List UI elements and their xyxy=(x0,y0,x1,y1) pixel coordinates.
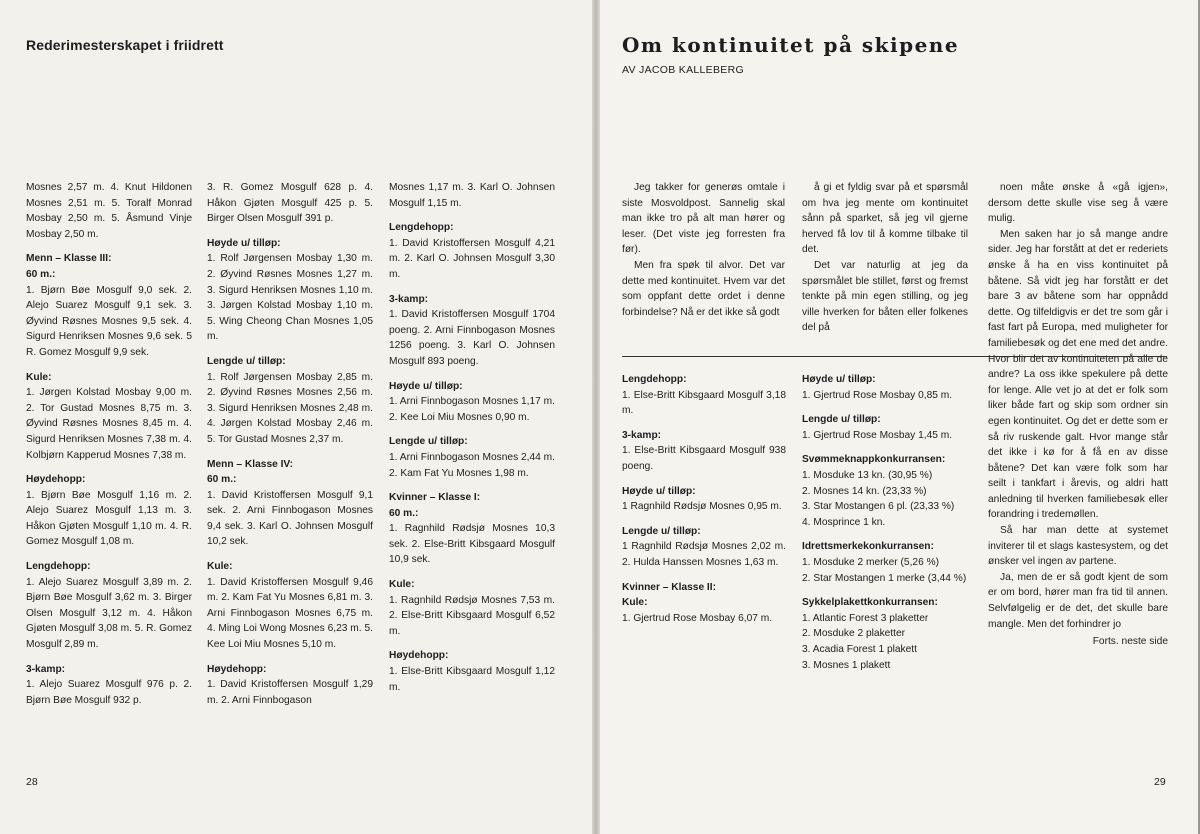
result-line: 2. Mosduke 2 plaketter xyxy=(802,628,906,640)
result-text: 1. Else-Britt Kibsgaard Mosgulf 1,12 m. xyxy=(389,666,555,693)
article-paragraph: Jeg takker for generøs omtale i siste Mosvoldpost. Sannelig skal man ikke tro på alt man hører og leser. (Det viste jeg forresten fra før). xyxy=(622,182,785,256)
result-text: 1 Ragnhild Rødsjø Mosnes 2,02 m. 2. Hulda Hanssen Mosnes 1,63 m. xyxy=(622,541,786,568)
result-list xyxy=(802,468,970,530)
result-line: 1. Mosduke 2 merker (5,26 %) xyxy=(802,556,940,568)
result-subheading: 60 m.: xyxy=(389,507,419,519)
result-heading: Høyde u/ tilløp: xyxy=(207,237,281,249)
result-heading: Høydehopp: xyxy=(207,663,267,675)
result-text: 1. Bjørn Bøe Mosgulf 1,16 m. 2. Alejo Suarez Mosgulf 1,13 m. 3. Håkon Gjøten Mosgulf 1,10 m. 4. R. Gomez Mosgulf 1,08 m. xyxy=(26,489,192,548)
result-heading: 3-kamp: xyxy=(26,663,66,675)
article-paragraph: Men saken har jo så mange andre sider. Jeg har forstått at det er rederiets ønske å ha en viss kontinuitet på båtene. Så vidt jeg har forstått er det bare 3 av båtene som har oppnådd dette. Og tilfeldigvis er det tre som går i fast fart på Europa, med muligheter for familiebesøk og det ene med det andre. Hvor blir det av kontinuiteten på alle de andre? La oss ikke spekulere på dette for lenge. Alle vet jo at det er folk som liker både fart og skip som ordner sin egen kontinuitet. Og det er dette som er så riv ruskende galt. Hvor mange står det ikke i kø for å få en av disse båtene? Det kan være folk som har seilt i tankfart i årevis, og aldri hatt anledning til hverken familiebesøk eller forandring i tredemøllen. xyxy=(988,228,1168,521)
article-title: Om kontinuitet på skipene xyxy=(622,33,960,57)
result-list xyxy=(802,388,970,404)
article-paragraph: Men fra spøk til alvor. Det var dette med kontinuitet. Hvem var det som oppfant dette ordet i denne forbindelse? Nå er det ikke så godt xyxy=(622,259,785,318)
result-line: 4. Mosprince 1 kn. xyxy=(802,516,886,528)
article-paragraph: Så har man dette at systemet inviterer til et slags kastesystem, og det ønsker vel ingen av partene. xyxy=(988,525,1168,568)
page-number: 28 xyxy=(26,776,38,788)
result-line: 3. Star Mostangen 6 pl. (23,33 %) xyxy=(802,501,955,513)
result-line: 1. Gjertrud Rose Mosbay 1,45 m. xyxy=(802,429,953,441)
result-heading: Kule: xyxy=(26,371,52,383)
result-list xyxy=(802,555,970,586)
result-text: 1. David Kristoffersen Mosgulf 4,21 m. 2. Karl O. Johnsen Mosgulf 3,30 m. xyxy=(389,237,555,280)
result-heading: Høydehopp: xyxy=(389,650,449,662)
result-heading: 3-kamp: xyxy=(389,293,429,305)
result-text: 1. Arni Finnbogason Mosnes 1,17 m. 2. Kee Loi Miu Mosnes 0,90 m. xyxy=(389,396,555,423)
result-text: 1. Alejo Suarez Mosgulf 3,89 m. 2. Bjørn Bøe Mosgulf 3,62 m. 3. Birger Olsen Mosgulf 3,12 m. 4. Håkon Gjøten Mosgulf 3,08 m. 5. R. Gomez Mosgulf 2,89 m. xyxy=(26,576,192,651)
result-line: 2. Star Mostangen 1 merke (3,44 %) xyxy=(802,572,967,584)
result-subheading: Kule: xyxy=(622,597,648,609)
result-text: 1. David Kristoffersen Mosgulf 1,29 m. 2. Arni Finnbogason xyxy=(207,679,373,706)
result-heading: Høydehopp: xyxy=(26,474,86,486)
result-line: 1. Mosduke 13 kn. (30,95 %) xyxy=(802,469,933,481)
result-line: 1. Atlantic Forest 3 plaketter xyxy=(802,612,929,624)
result-heading: Kule: xyxy=(389,579,415,591)
article-paragraph: å gi et fyldig svar på et spørsmål om hva jeg mente om kontinuitet sånn på sparket, så jeg vil gjerne herved få lov til å komme tilbake til det. xyxy=(802,182,968,256)
result-heading: 3-kamp: xyxy=(622,429,662,441)
result-heading: Menn – Klasse IV: xyxy=(207,458,294,470)
result-text: 1. Else-Britt Kibsgaard Mosgulf 3,18 m. xyxy=(622,389,786,417)
result-heading: Lengdehopp: xyxy=(622,374,687,385)
result-heading: Høyde u/ tilløp: xyxy=(622,485,696,497)
result-text: Mosnes 1,17 m. 3. Karl O. Johnsen Mosgulf 1,15 m. xyxy=(389,182,555,209)
results-column-1 xyxy=(26,180,192,717)
result-text: 1. Bjørn Bøe Mosgulf 9,0 sek. 2. Alejo Suarez Mosgulf 9,1 sek. 3. Øyvind Røsnes Mosnes 9,5 sek. 4. Sigurd Henriksen Mosnes 9,6 sek. 5 R. Gomez Mosgulf 9,9 sek. xyxy=(26,284,192,358)
result-text: 1. Gjertrud Rose Mosbay 6,07 m. xyxy=(622,612,773,624)
article-column-1 xyxy=(622,180,785,320)
results-column-2 xyxy=(207,180,373,717)
result-heading: Kule: xyxy=(207,561,233,573)
result-text: 1. Rolf Jørgensen Mosbay 2,85 m. 2. Øyvind Røsnes Mosnes 2,56 m. 3. Sigurd Henriksen Mosnes 2,48 m. 4. Jørgen Kolstad Mosbay 2,46 m. 5. Tor Gustad Mosnes 2,37 m. xyxy=(207,371,373,445)
result-line: 1. Gjertrud Rose Mosbay 0,85 m. xyxy=(802,389,953,401)
result-heading: Høyde u/ tilløp: xyxy=(802,374,876,385)
result-line: 3. Mosnes 1 plakett xyxy=(802,659,891,671)
result-heading: Lengde u/ tilløp: xyxy=(802,414,881,426)
result-text: 1. Else-Britt Kibsgaard Mosgulf 938 poeng. xyxy=(622,445,786,472)
article-paragraph: noen måte ønske å «gå igjen», dersom dette skulle vise seg å være mulig. xyxy=(988,182,1168,225)
result-heading: Lengde u/ tilløp: xyxy=(389,436,468,448)
result-subheading: 60 m.: xyxy=(207,474,237,486)
result-heading: Menn – Klasse III: xyxy=(26,253,112,265)
result-subheading: 60 m.: xyxy=(26,268,56,280)
result-heading: Idrettsmerkekonkurransen: xyxy=(802,541,934,553)
result-heading: Lengde u/ tilløp: xyxy=(207,355,286,367)
left-page xyxy=(0,0,593,834)
result-text: 1. David Kristoffersen Mosgulf 9,46 m. 2. Kam Fat Yu Mosnes 6,81 m. 3. Arni Finnbogason Mosnes 6,75 m. 4. Ming Loi Wong Mosnes 6,23 m. 5. Kee Loi Miu Mosnes 5,10 m. xyxy=(207,576,373,651)
result-text: 1. Ragnhild Rødsjø Mosnes 10,3 sek. 2. Else-Britt Kibsgaard Mosgulf 10,9 sek. xyxy=(389,523,555,566)
article-paragraph: Det var naturlig at jeg da spørsmålet ble stillet, først og fremst tenkte på min egen stilling, og jeg ville hverken for båten eller folkenes del på xyxy=(802,259,968,334)
result-text: 1. Alejo Suarez Mosgulf 976 p. 2. Bjørn Bøe Mosgulf 932 p. xyxy=(26,679,192,706)
article-paragraph: Ja, men de er så godt kjent de som er om bord, hører man fra tid til annen. Selvfølgelig er de det, det skulle bare mangle. Men det forhindrer jo xyxy=(988,571,1168,630)
result-text: 3. R. Gomez Mosgulf 628 p. 4. Håkon Gjøten Mosgulf 425 p. 5. Birger Olsen Mosgulf 391 p. xyxy=(207,182,373,225)
result-list xyxy=(802,611,970,673)
result-text: 1. David Kristoffersen Mosgulf 1704 poeng. 2. Arni Finnbogason Mosnes 1256 poeng. 3. Karl O. Johnsen Mosgulf 893 poeng. xyxy=(389,309,555,367)
result-text: 1. David Kristoffersen Mosgulf 9,1 sek. 2. Arni Finnbogason Mosnes 9,4 sek. 3. Karl O. Johnsen Mosgulf 10,2 sek. xyxy=(207,489,373,548)
result-heading: Sykkelplakettkonkurransen: xyxy=(802,597,938,609)
result-text: 1. Ragnhild Rødsjø Mosnes 7,53 m. 2. Else-Britt Kibsgaard Mosgulf 6,52 m. xyxy=(389,594,555,637)
right-page xyxy=(600,0,1200,834)
result-heading: Høyde u/ tilløp: xyxy=(389,380,463,392)
article-column-2 xyxy=(802,180,968,336)
result-text: 1 Ragnhild Rødsjø Mosnes 0,95 m. xyxy=(622,501,782,513)
result-heading: Lengdehopp: xyxy=(389,222,454,234)
results-column-3 xyxy=(389,180,555,704)
article-column-3 xyxy=(988,180,1168,650)
results-column-5 xyxy=(802,372,970,682)
result-heading: Lengde u/ tilløp: xyxy=(622,525,701,537)
result-text: 1. Rolf Jørgensen Mosbay 1,30 m. 2. Øyvind Røsnes Mosnes 1,27 m. 3. Sigurd Henriksen Mosnes 1,10 m. 3. Jørgen Kolstad Mosbay 1,10 m. 5. Wing Cheong Chan Mosnes 1,05 m. xyxy=(207,253,373,343)
result-text: Mosnes 2,57 m. 4. Knut Hildonen Mosnes 2,51 m. 5. Toralf Monrad Mosbay 2,50 m. 5. Åsmund Vinje Mosbay 2,50 m. xyxy=(26,182,192,240)
result-line: 2. Mosnes 14 kn. (23,33 %) xyxy=(802,485,927,497)
result-heading: Lengdehopp: xyxy=(26,561,91,573)
result-text: 1. Jørgen Kolstad Mosbay 9,00 m. 2. Tor Gustad Mosnes 8,75 m. 3. Øyvind Røsnes Mosnes 8,45 m. 4. Sigurd Henriksen Mosnes 7,38 m. 4. Kolbjørn Kapperud Mosnes 7,38 m. xyxy=(26,387,192,461)
result-heading: Svømmeknappkonkurransen: xyxy=(802,454,946,466)
page-number: 29 xyxy=(1154,776,1166,788)
result-line: 3. Acadia Forest 1 plakett xyxy=(802,643,917,655)
result-list xyxy=(802,428,970,444)
result-heading: Kvinner – Klasse I: xyxy=(389,492,481,504)
article-paragraph: Forts. neste side xyxy=(1092,636,1168,648)
page-title: Rederimesterskapet i friidrett xyxy=(26,37,224,53)
result-heading: Kvinner – Klasse II: xyxy=(622,581,716,593)
result-text: 1. Arni Finnbogason Mosnes 2,44 m. 2. Kam Fat Yu Mosnes 1,98 m. xyxy=(389,451,555,479)
results-column-4 xyxy=(622,372,786,635)
section-divider xyxy=(622,356,1167,357)
byline: AV JACOB KALLEBERG xyxy=(622,64,744,76)
